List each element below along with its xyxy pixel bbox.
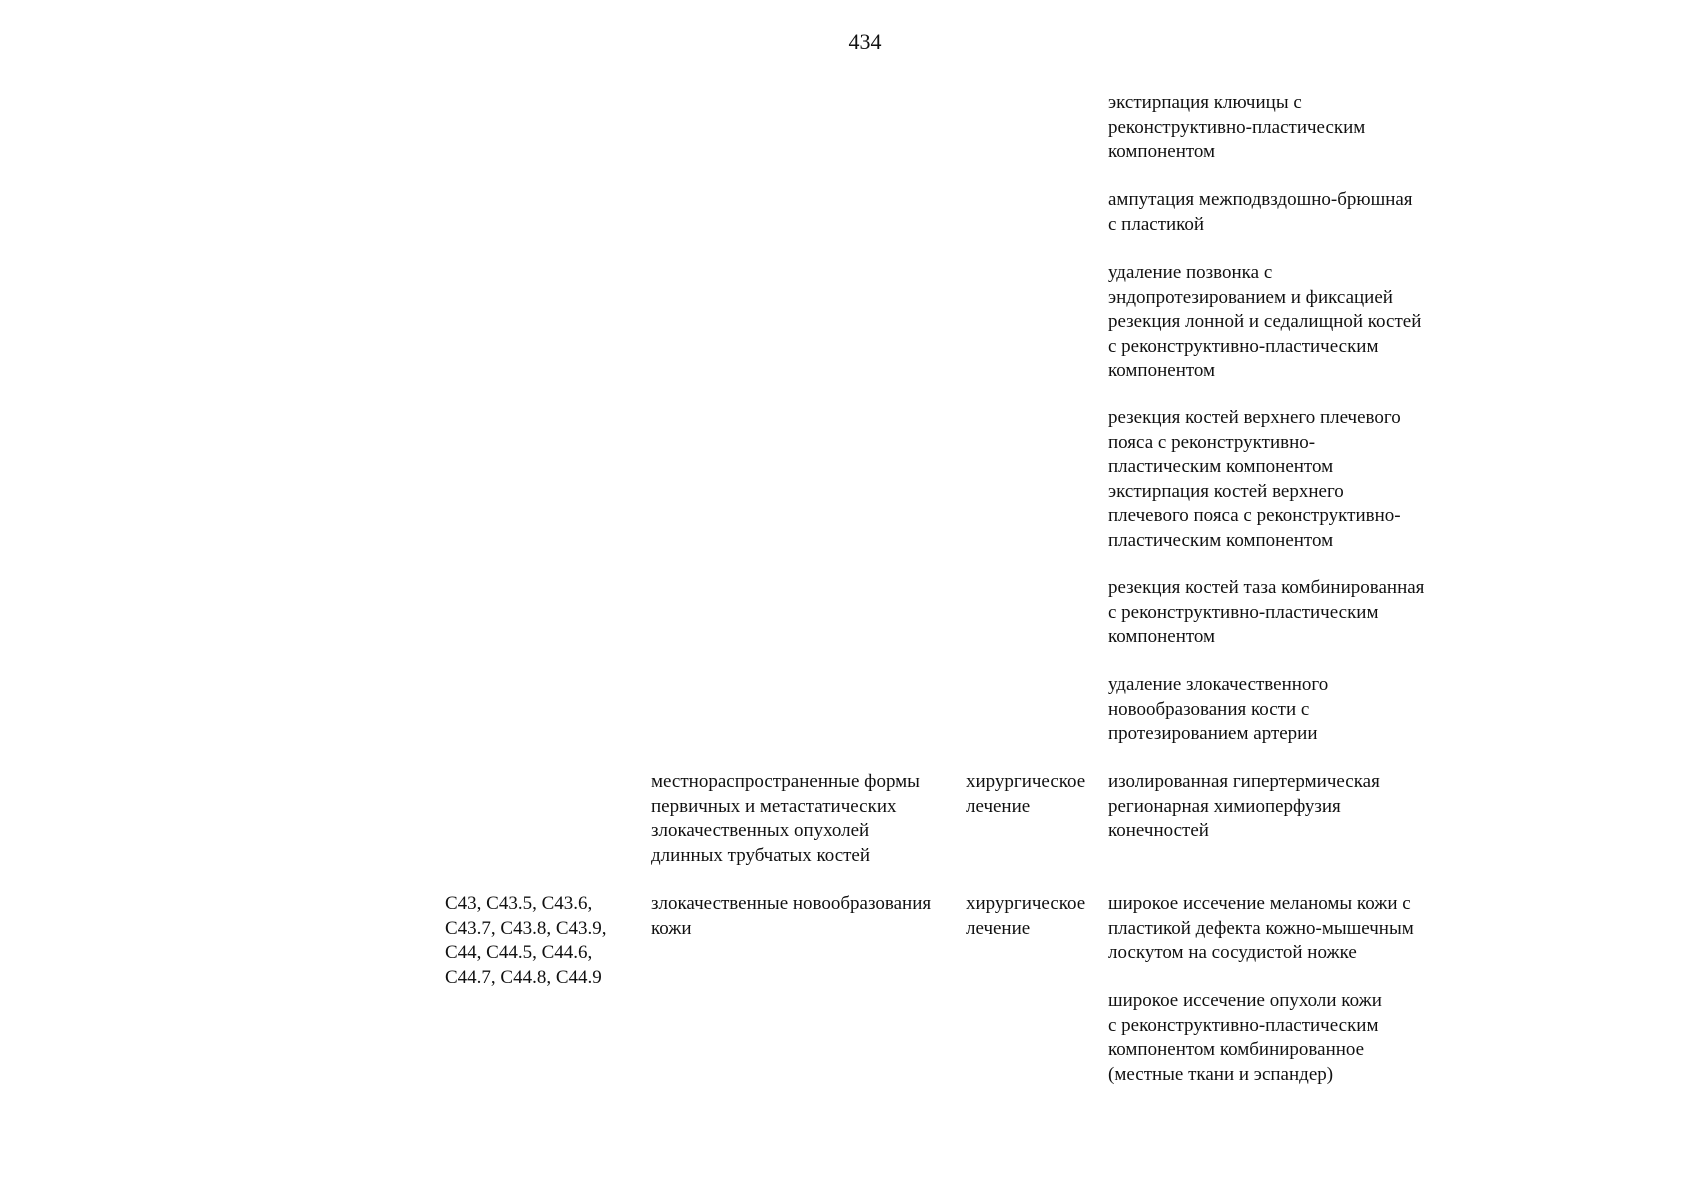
text-line: новообразования кости с — [1108, 698, 1310, 720]
text-line: хирургическое — [966, 893, 1086, 914]
text-line: резекция лонной и седалищной костей — [1108, 311, 1422, 332]
method-interilioabdominal-amputation — [1108, 188, 1413, 237]
text-line: злокачественные новообразования — [651, 893, 932, 914]
text-line: C44.7, C44.8, C44.9 — [445, 966, 602, 988]
text-line: компонентом — [1108, 141, 1216, 162]
method-skin-tumor-excision — [1108, 989, 1382, 1087]
page-number: 434 — [848, 29, 882, 54]
icd-codes-skin — [445, 892, 607, 990]
diagnosis-long-bones — [651, 770, 920, 868]
text-line: с реконструктивно-пластическим — [1108, 335, 1379, 357]
text-line: экстирпация костей верхнего — [1108, 480, 1344, 502]
text-line: экстирпация ключицы с — [1108, 92, 1302, 113]
text-line: реконструктивно-пластическим — [1108, 116, 1366, 138]
text-line: пластикой дефекта кожно-мышечным — [1108, 917, 1414, 939]
text-line: пластическим компонентом — [1108, 529, 1334, 551]
diagnosis-skin — [651, 892, 931, 941]
text-line: местнораспространенные формы — [651, 771, 920, 792]
method-clavicle-extirpation — [1108, 91, 1365, 165]
text-line: кожи — [651, 917, 692, 939]
text-line: протезированием артерии — [1108, 723, 1318, 744]
text-line: длинных трубчатых костей — [651, 844, 871, 866]
text-line: компонентом — [1108, 626, 1216, 647]
text-line: компонентом — [1108, 360, 1216, 381]
text-line: лоскутом на сосудистой ножке — [1108, 942, 1357, 963]
treatment-type-skin — [966, 892, 1085, 941]
method-bone-tumor-removal — [1108, 673, 1328, 747]
text-line: C44, C44.5, C44.6, — [445, 942, 593, 963]
text-line: пояса с реконструктивно- — [1108, 431, 1316, 453]
text-line: лечение — [966, 795, 1031, 817]
text-line: широкое иссечение меланомы кожи с — [1108, 893, 1411, 914]
method-melanoma-excision — [1108, 892, 1414, 966]
text-line: с реконструктивно-пластическим — [1108, 601, 1379, 623]
text-line: C43.7, C43.8, C43.9, — [445, 917, 607, 939]
text-line: C43, C43.5, C43.6, — [445, 893, 593, 914]
text-line: компонентом комбинированное — [1108, 1039, 1365, 1060]
text-line: конечностей — [1108, 820, 1209, 841]
text-line: хирургическое — [966, 771, 1086, 792]
text-line: эндопротезированием и фиксацией — [1108, 286, 1393, 308]
text-line: ампутация межподвздошно-брюшная — [1108, 189, 1413, 210]
method-limb-perfusion — [1108, 770, 1380, 844]
text-line: (местные ткани и эспандер) — [1108, 1063, 1334, 1085]
text-line: резекция костей таза комбинированная — [1108, 577, 1425, 598]
text-line: с реконструктивно-пластическим — [1108, 1014, 1379, 1036]
method-vertebra-removal — [1108, 261, 1421, 384]
method-pelvic-resection — [1108, 576, 1424, 650]
text-line: пластическим компонентом — [1108, 456, 1334, 477]
text-line: удаление позвонка с — [1108, 262, 1273, 283]
text-line: удаление злокачественного — [1108, 674, 1329, 695]
treatment-type-bones — [966, 770, 1085, 819]
text-line: лечение — [966, 917, 1031, 939]
text-line: плечевого пояса с реконструктивно- — [1108, 505, 1401, 526]
text-line: резекция костей верхнего плечевого — [1108, 407, 1401, 428]
text-line: широкое иссечение опухоли кожи — [1108, 990, 1382, 1011]
text-line: регионарная химиоперфузия — [1108, 795, 1341, 817]
text-line: с пластикой — [1108, 213, 1205, 235]
method-shoulder-girdle-resection — [1108, 406, 1401, 553]
text-line: изолированная гипертермическая — [1108, 771, 1380, 792]
text-line: злокачественных опухолей — [651, 820, 870, 841]
text-line: первичных и метастатических — [651, 795, 897, 817]
